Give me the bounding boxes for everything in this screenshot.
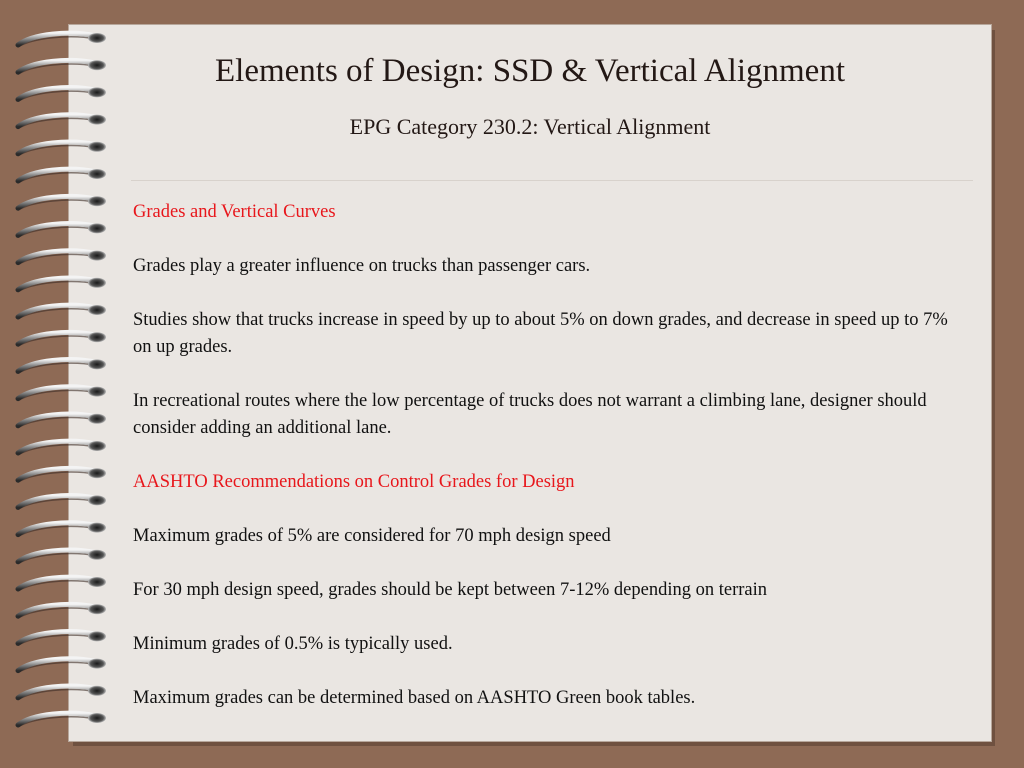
spiral-loop-icon — [18, 387, 106, 401]
body-paragraph: In recreational routes where the low percentage of trucks does not warrant a climbing lane, designer should consider adding an additional lane. — [133, 391, 927, 438]
spiral-loop-icon — [18, 115, 106, 129]
spiral-loop-icon — [18, 359, 106, 373]
section-heading-aashto: AASHTO Recommendations on Control Grades for Design — [133, 472, 575, 492]
body-paragraph: Studies show that trucks increase in speed by up to about 5% on down grades, and decrease in speed up to 7% on up grades. — [133, 310, 948, 357]
spiral-loop-icon — [18, 305, 106, 319]
slide-body — [133, 199, 963, 739]
spiral-loop-icon — [18, 87, 106, 101]
spiral-loop-icon — [18, 523, 106, 537]
spiral-loop-icon — [18, 577, 106, 591]
spiral-loop-icon — [18, 468, 106, 482]
spiral-loop-icon — [18, 604, 106, 618]
spiral-binding-icon — [0, 0, 120, 768]
divider — [131, 180, 973, 181]
spiral-loop-icon — [18, 659, 106, 673]
spiral-loop-icon — [18, 33, 106, 47]
body-paragraph: Maximum grades of 5% are considered for 70 mph design speed — [133, 526, 611, 546]
spiral-loop-icon — [18, 631, 106, 645]
spiral-loop-icon — [18, 223, 106, 237]
body-paragraph: For 30 mph design speed, grades should be kept between 7-12% depending on terrain — [133, 580, 767, 600]
slide-page — [68, 24, 992, 742]
spiral-loop-icon — [18, 169, 106, 183]
slide-title: Elements of Design: SSD & Vertical Alignment — [215, 53, 845, 89]
spiral-loop-icon — [18, 251, 106, 265]
spiral-loop-icon — [18, 414, 106, 428]
slide-subtitle: EPG Category 230.2: Vertical Alignment — [349, 114, 711, 139]
body-paragraph: Minimum grades of 0.5% is typically used. — [133, 634, 453, 654]
spiral-loop-icon — [18, 278, 106, 292]
spiral-loop-icon — [18, 441, 106, 455]
spiral-loop-icon — [18, 550, 106, 564]
body-paragraph: Maximum grades can be determined based on AASHTO Green book tables. — [133, 688, 696, 708]
section-heading-grades: Grades and Vertical Curves — [133, 202, 336, 222]
spiral-loop-icon — [18, 495, 106, 509]
spiral-loop-icon — [18, 142, 106, 156]
spiral-loop-icon — [18, 196, 106, 210]
spiral-loop-icon — [18, 713, 106, 727]
spiral-loop-icon — [18, 332, 106, 346]
spiral-loop-icon — [18, 686, 106, 700]
spiral-loop-icon — [18, 60, 106, 74]
body-paragraph: Grades play a greater influence on trucks than passenger cars. — [133, 256, 591, 276]
